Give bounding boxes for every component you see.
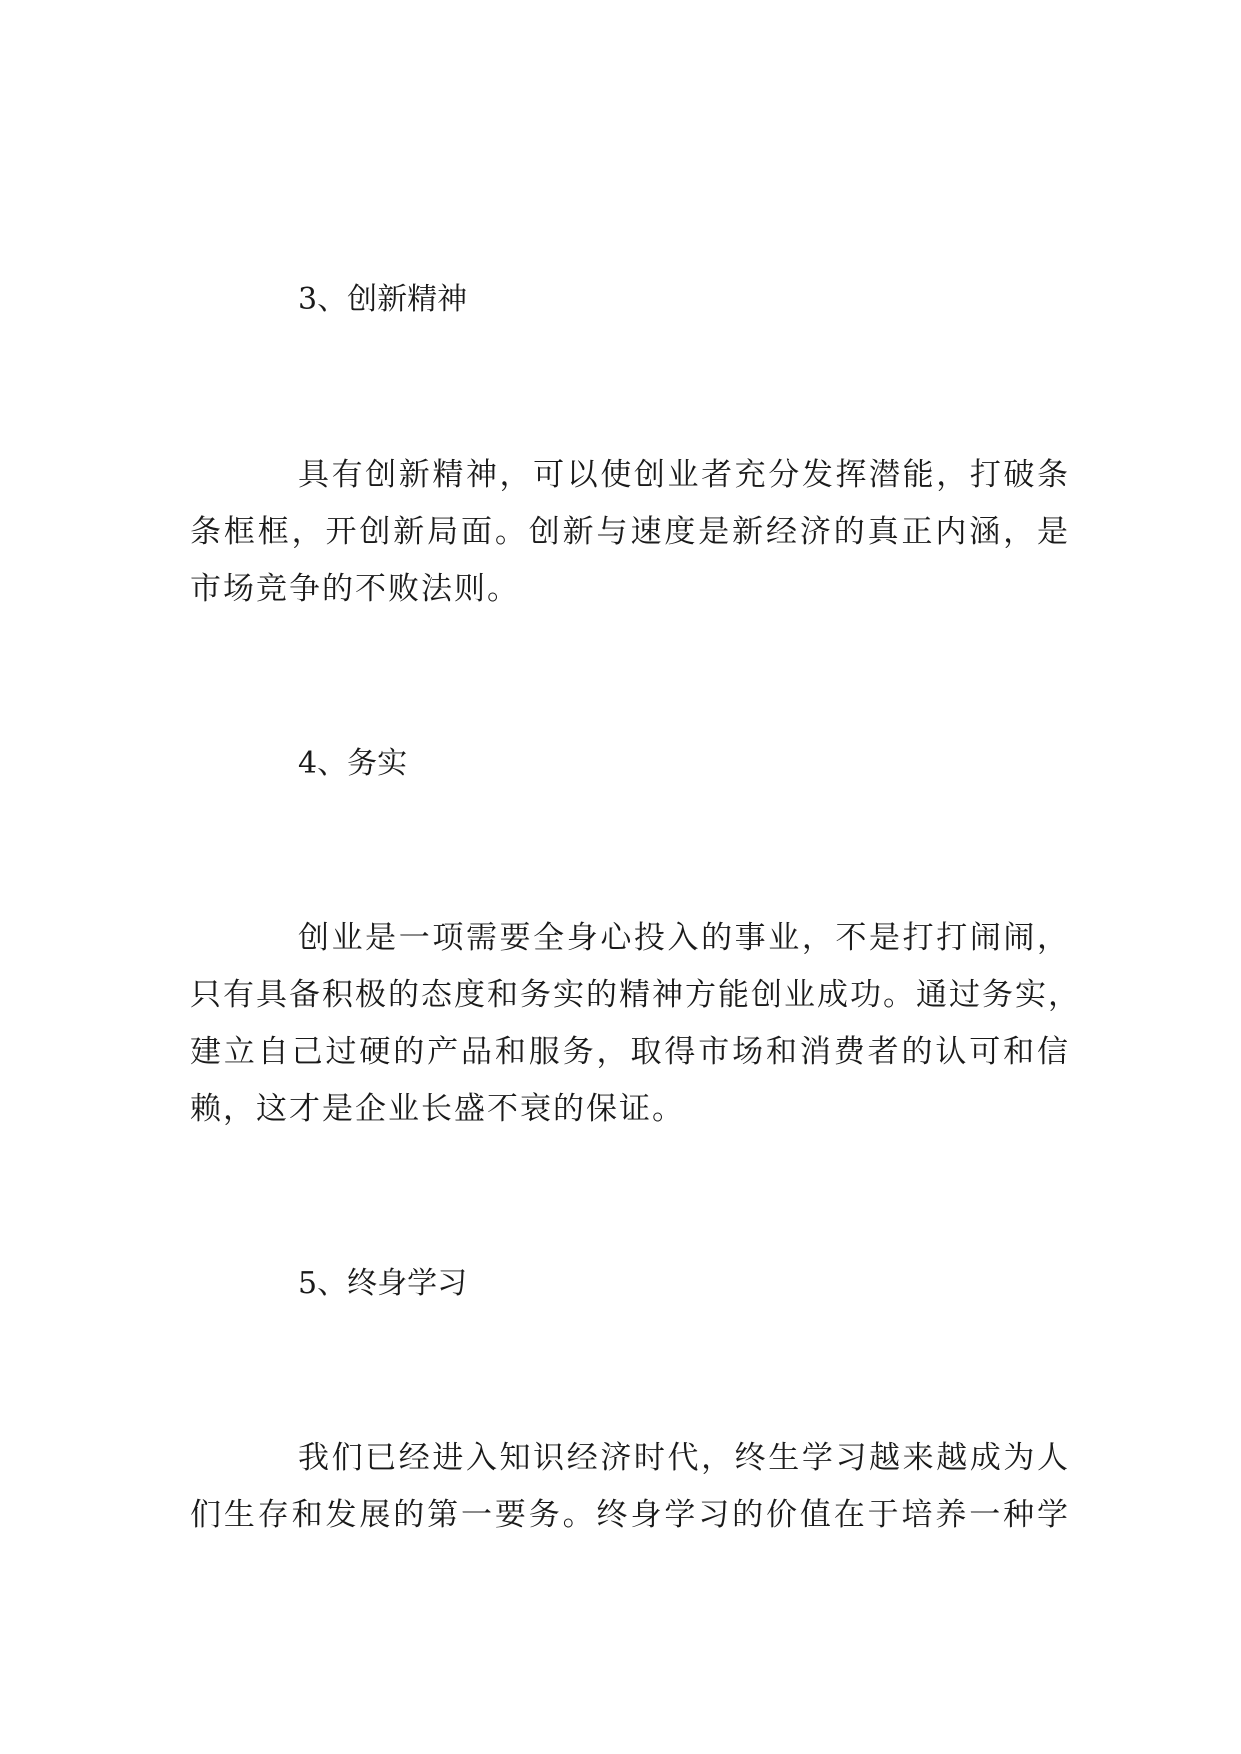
paragraph-pragmatism [190, 910, 1081, 1138]
paragraph-line: 我们已经进入知识经济时代，终生学习越来越成为人 [298, 1440, 1070, 1476]
paragraph-line: 具有创新精神，可以使创业者充分发挥潜能，打破条 [298, 457, 1070, 493]
paragraph-line: 建立自己过硬的产品和服务，取得市场和消费者的认可和信 [190, 1034, 1070, 1070]
paragraph-line: 创业是一项需要全身心投入的事业，不是打打闹闹， [298, 920, 1070, 956]
paragraph-line: 赖，这才是企业长盛不衰的保证。 [190, 1091, 685, 1127]
section-heading-lifelong-learning: 5、终身学习 [298, 1266, 468, 1301]
paragraph-line: 们生存和发展的第一要务。终身学习的价值在于培养一种学 [190, 1497, 1070, 1533]
section-heading-pragmatism: 4、务实 [298, 746, 408, 781]
section-heading-innovation: 3、创新精神 [298, 282, 468, 317]
paragraph-line: 市场竞争的不败法则。 [190, 571, 520, 607]
paragraph-innovation [190, 447, 1070, 618]
paragraph-line: 条框框，开创新局面。创新与速度是新经济的真正内涵，是 [190, 514, 1070, 550]
paragraph-lifelong-learning [190, 1430, 1070, 1544]
paragraph-line: 只有具备积极的态度和务实的精神方能创业成功。通过务实， [190, 977, 1081, 1013]
